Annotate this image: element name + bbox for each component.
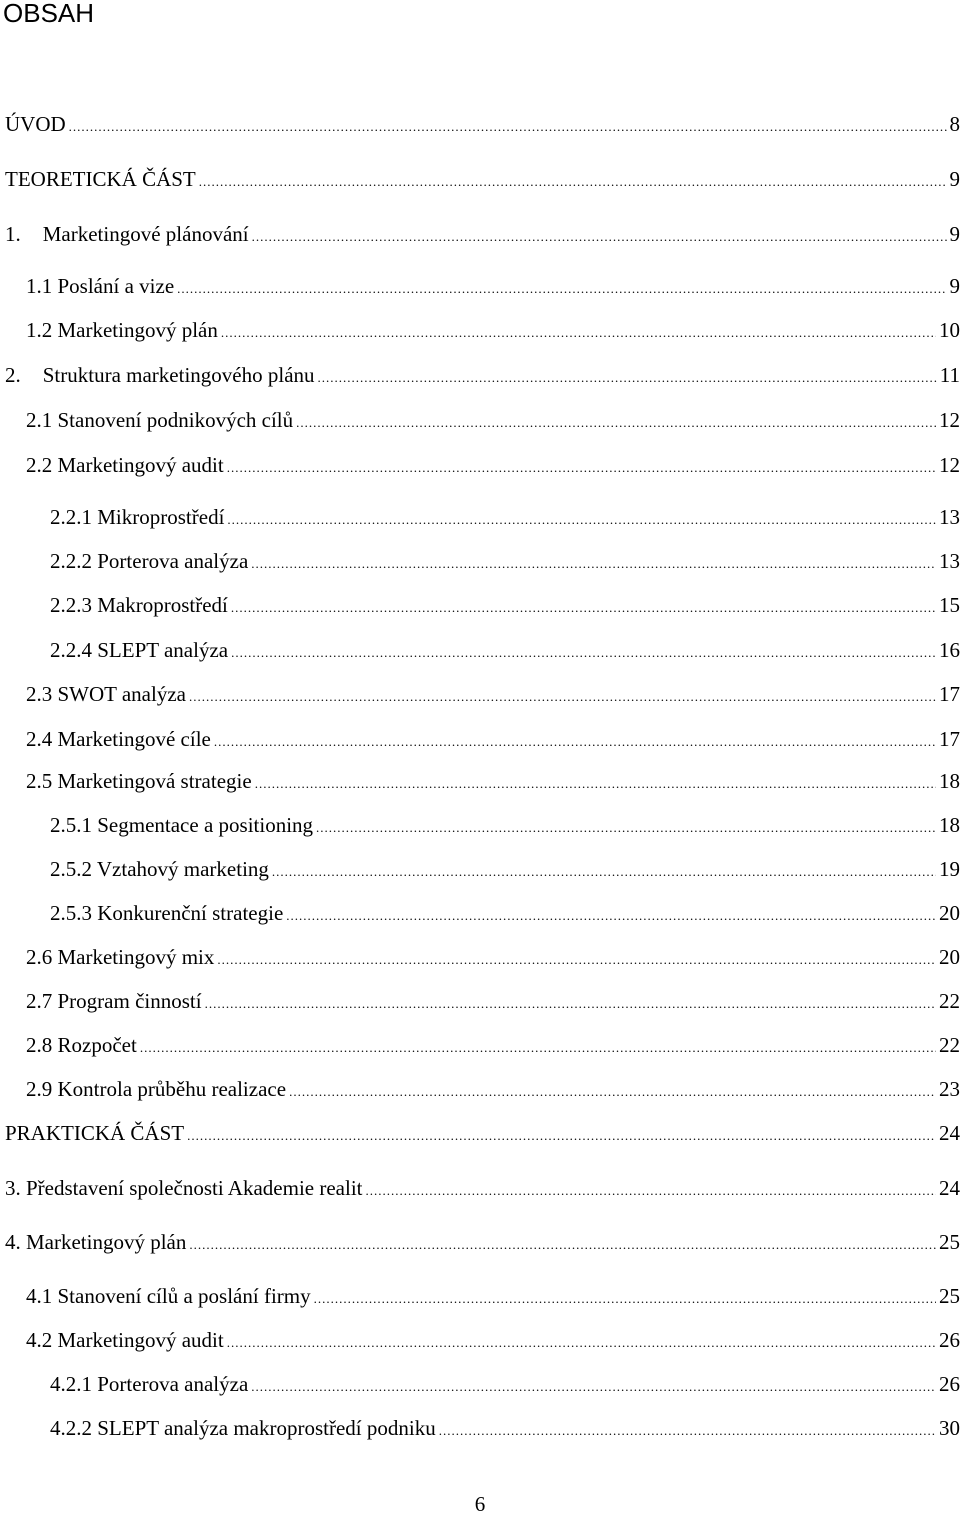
dot-leader <box>316 813 936 843</box>
toc-entry-title: 2.9 Kontrola průběhu realizace <box>26 1074 286 1104</box>
toc-entry-title: 4. Marketingový plán <box>5 1227 186 1257</box>
dot-leader <box>189 1230 936 1260</box>
dot-leader <box>221 318 936 348</box>
dot-leader <box>318 363 937 393</box>
toc-entry-page: 19 <box>939 854 960 884</box>
toc-entry[interactable] <box>26 986 960 1016</box>
toc-entry-page: 12 <box>939 405 960 435</box>
toc-entry-title: 1.1 Poslání a vize <box>26 271 174 301</box>
toc-entry-number: 2. <box>5 363 21 387</box>
toc-entry-label: Marketingové plánování <box>43 222 249 246</box>
toc-entry-title: 4.2 Marketingový audit <box>26 1325 224 1355</box>
dot-leader <box>296 408 936 438</box>
toc-entry[interactable] <box>50 854 960 884</box>
toc-entry-page: 9 <box>950 219 960 249</box>
dot-leader <box>231 638 936 668</box>
toc-entry-title: 2.6 Marketingový mix <box>26 942 214 972</box>
toc-entry[interactable] <box>26 1030 960 1060</box>
toc-entry[interactable] <box>50 898 960 928</box>
toc-entry[interactable] <box>5 109 960 139</box>
toc-entry-page: 25 <box>939 1227 960 1257</box>
dot-leader <box>205 989 936 1019</box>
toc-entry-title: ÚVOD <box>5 109 66 139</box>
toc-entry-page: 13 <box>939 502 960 532</box>
toc-entry-title: 2.4 Marketingové cíle <box>26 724 211 754</box>
toc-entry-title: 4.2.1 Porterova analýza <box>50 1369 248 1399</box>
toc-entry-page: 9 <box>950 271 960 301</box>
toc-entry-title <box>5 219 249 249</box>
dot-leader <box>252 222 947 252</box>
toc-entry[interactable] <box>50 635 960 665</box>
toc-entry[interactable] <box>26 450 960 480</box>
toc-entry[interactable] <box>26 405 960 435</box>
toc-entry[interactable] <box>26 1074 960 1104</box>
toc-entry-page: 13 <box>939 546 960 576</box>
toc-entry-label: Struktura marketingového plánu <box>43 363 315 387</box>
toc-entry-title: 2.2.1 Mikroprostředí <box>50 502 224 532</box>
dot-leader <box>439 1416 936 1446</box>
toc-entry-title: 2.7 Program činností <box>26 986 202 1016</box>
toc-entry[interactable] <box>5 1118 960 1148</box>
toc-entry[interactable] <box>50 1369 960 1399</box>
dot-leader <box>255 769 936 799</box>
toc-entry[interactable] <box>50 810 960 840</box>
dot-leader <box>289 1077 936 1107</box>
toc-entry-page: 20 <box>939 942 960 972</box>
dot-leader <box>366 1176 937 1206</box>
toc-entry-title: 2.2.3 Makroprostředí <box>50 590 228 620</box>
dot-leader <box>177 274 946 304</box>
toc-entry-title: 4.2.2 SLEPT analýza makroprostředí podniku <box>50 1413 436 1443</box>
dot-leader <box>189 682 936 712</box>
toc-entry-page: 17 <box>939 679 960 709</box>
toc-entry-page: 12 <box>939 450 960 480</box>
toc-entry-title: 2.2.2 Porterova analýza <box>50 546 248 576</box>
toc-entry-page: 11 <box>940 360 960 390</box>
toc-entry-number: 1. <box>5 222 21 246</box>
dot-leader <box>314 1284 936 1314</box>
toc-entry-page: 16 <box>939 635 960 665</box>
toc-entry-page: 26 <box>939 1369 960 1399</box>
toc-entry[interactable] <box>26 724 960 754</box>
toc-entry[interactable] <box>5 164 960 194</box>
toc-entry-page: 18 <box>939 810 960 840</box>
toc-entry-page: 17 <box>939 724 960 754</box>
toc-entry-page: 22 <box>939 1030 960 1060</box>
toc-entry-title <box>5 360 315 390</box>
toc-entry-title: 2.1 Stanovení podnikových cílů <box>26 405 293 435</box>
toc-entry-page: 24 <box>939 1118 960 1148</box>
toc-entry[interactable] <box>26 942 960 972</box>
toc-entry-title: 2.5.1 Segmentace a positioning <box>50 810 313 840</box>
dot-leader <box>140 1033 936 1063</box>
dot-leader <box>214 727 936 757</box>
toc-entry[interactable] <box>5 1227 960 1257</box>
dot-leader <box>251 1372 936 1402</box>
toc-entry-page: 24 <box>939 1173 960 1203</box>
toc-entry-page: 8 <box>950 109 960 139</box>
toc-entry[interactable] <box>26 315 960 345</box>
toc-entry-title: 2.5 Marketingová strategie <box>26 766 252 796</box>
toc-entry-page: 23 <box>939 1074 960 1104</box>
dot-leader <box>251 549 936 579</box>
toc-entry-title: 3. Představení společnosti Akademie realit <box>5 1173 363 1203</box>
dot-leader <box>272 857 936 887</box>
dot-leader <box>199 167 947 197</box>
toc-entry-title: 1.2 Marketingový plán <box>26 315 218 345</box>
toc-entry-page: 18 <box>939 766 960 796</box>
dot-leader <box>231 593 936 623</box>
toc-entry-page: 22 <box>939 986 960 1016</box>
toc-entry[interactable] <box>5 1173 960 1203</box>
page-number: 6 <box>0 1490 960 1518</box>
dot-leader <box>227 505 936 535</box>
toc-entry-page: 20 <box>939 898 960 928</box>
toc-entry[interactable] <box>5 219 960 249</box>
toc-entry[interactable] <box>50 546 960 576</box>
toc-entry[interactable] <box>50 590 960 620</box>
dot-leader <box>227 453 936 483</box>
toc-entry[interactable] <box>26 271 960 301</box>
dot-leader <box>187 1121 936 1151</box>
toc-entry-title: 2.2.4 SLEPT analýza <box>50 635 228 665</box>
toc-entry-title: 2.3 SWOT analýza <box>26 679 186 709</box>
toc-entry-title: PRAKTICKÁ ČÁST <box>5 1118 184 1148</box>
toc-entry-page: 9 <box>950 164 960 194</box>
toc-entry-title: 2.5.2 Vztahový marketing <box>50 854 269 884</box>
toc-entry-page: 26 <box>939 1325 960 1355</box>
toc-entry-title: 4.1 Stanovení cílů a poslání firmy <box>26 1281 311 1311</box>
toc-entry-title: 2.8 Rozpočet <box>26 1030 137 1060</box>
dot-leader <box>227 1328 936 1358</box>
toc-entry[interactable] <box>26 1281 960 1311</box>
dot-leader <box>217 945 936 975</box>
toc-entry[interactable] <box>5 360 960 390</box>
toc-entry-page: 30 <box>939 1413 960 1443</box>
dot-leader <box>286 901 936 931</box>
toc-entry-title: 2.5.3 Konkurenční strategie <box>50 898 283 928</box>
toc-entry[interactable] <box>26 679 960 709</box>
toc-entry-title: 2.2 Marketingový audit <box>26 450 224 480</box>
toc-entry[interactable] <box>26 1325 960 1355</box>
toc-entry-title: TEORETICKÁ ČÁST <box>5 164 196 194</box>
toc-entry-page: 10 <box>939 315 960 345</box>
page-title: OBSAH <box>3 0 94 29</box>
toc-entry[interactable] <box>26 766 960 796</box>
toc-entry-page: 15 <box>939 590 960 620</box>
toc-entry-page: 25 <box>939 1281 960 1311</box>
toc-entry[interactable] <box>50 1413 960 1443</box>
toc-entry[interactable] <box>50 502 960 532</box>
dot-leader <box>69 112 947 142</box>
